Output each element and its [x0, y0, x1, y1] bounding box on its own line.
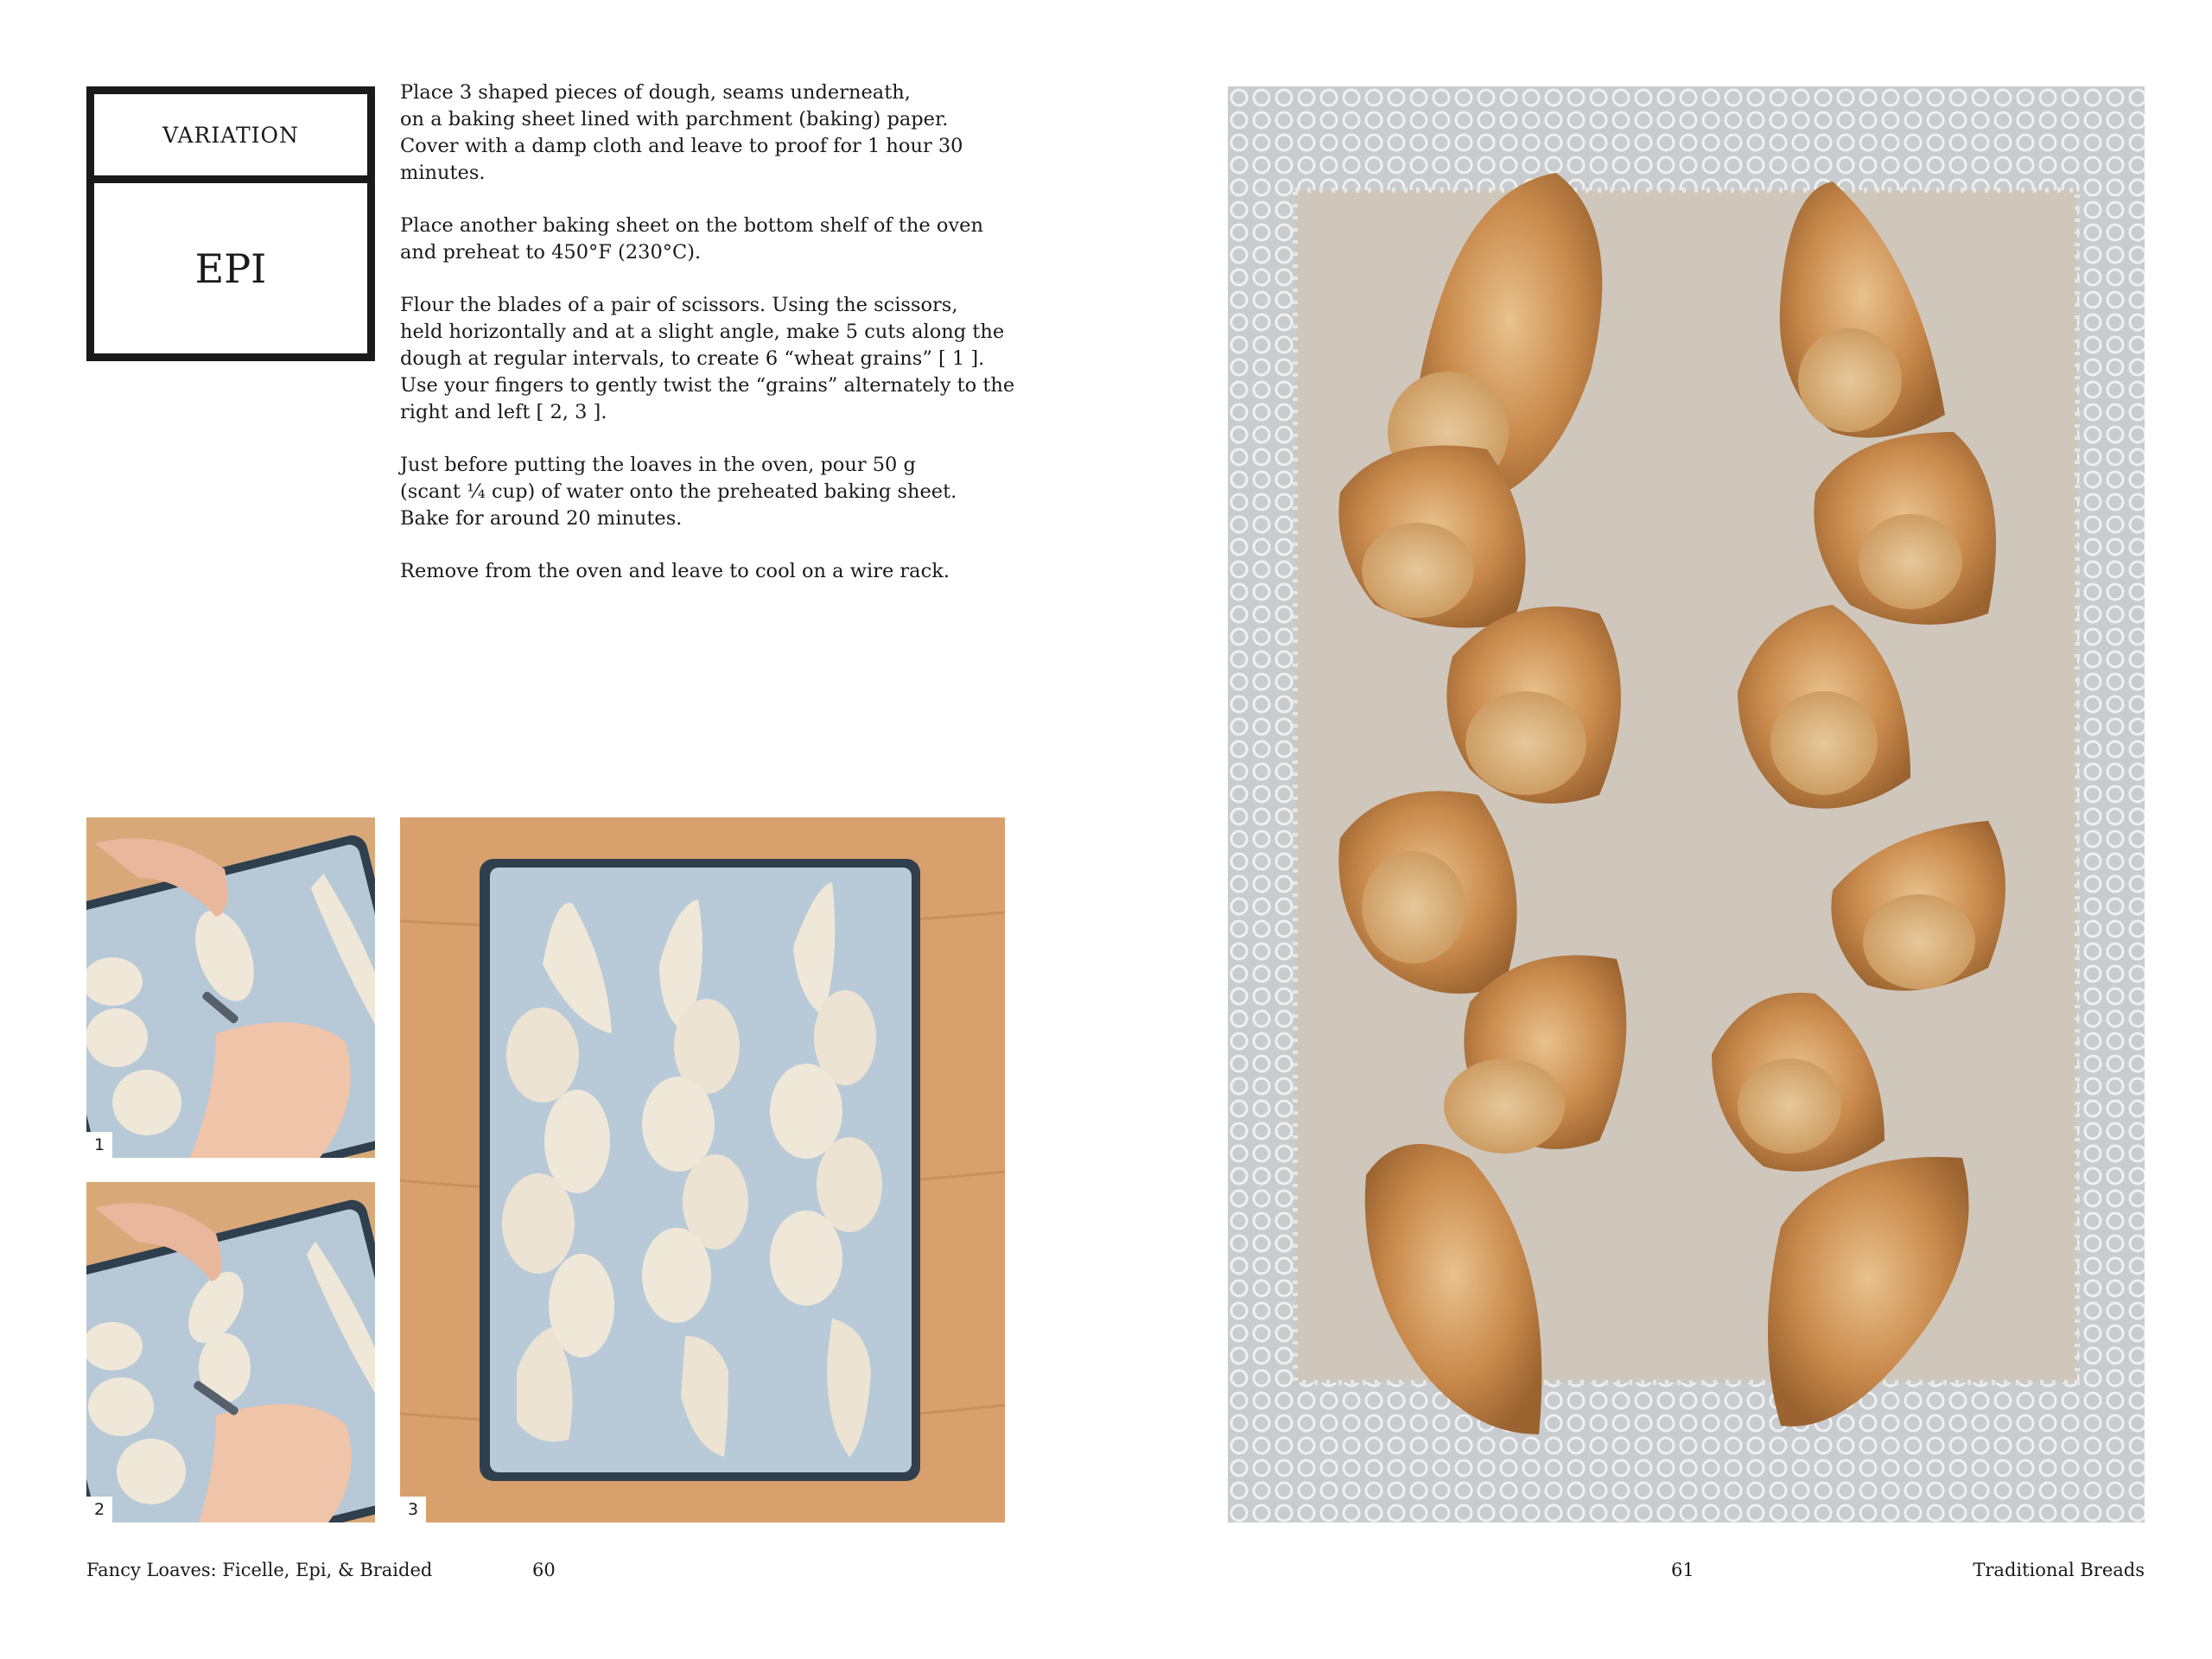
step-number: 1 — [86, 1132, 112, 1158]
instruction-paragraph: Flour the blades of a pair of scissors. Using the scissors, held horizontally and at a slight angle, make 5 cuts along the dough at regular intervals, to create 6 “wheat grains” [ 1 ]. Use your fingers to gently twist the “grains” alternately to the right and left [ 2, 3 ]. — [400, 294, 1015, 423]
instruction-paragraph: Just before putting the loaves in the oven, pour 50 g (scant ¼ cup) of water onto the preheated baking sheet. Bake for around 20 minutes. — [400, 454, 957, 530]
footer-chapter-title: Fancy Loaves: Ficelle, Epi, & Braided — [86, 1560, 433, 1580]
step-number: 3 — [400, 1497, 426, 1522]
footer-section-title: Traditional Breads — [1973, 1560, 2145, 1580]
instruction-paragraph: Place another baking sheet on the bottom shelf of the oven and preheat to 450°F (230°C). — [400, 214, 983, 264]
variation-label: VARIATION — [94, 94, 367, 183]
instruction-paragraph: Remove from the oven and leave to cool on a wire rack. — [400, 560, 950, 582]
variation-title: EPI — [194, 245, 267, 292]
step-photo-2 — [86, 1182, 375, 1522]
step-photo-3 — [400, 817, 1005, 1522]
epi-loaves-photo — [1228, 86, 2145, 1522]
page-number-left: 60 — [532, 1560, 556, 1580]
instructions — [400, 79, 1022, 611]
instruction-paragraph: Place 3 shaped pieces of dough, seams underneath, on a baking sheet lined with parchment (baking) paper. Cover with a damp cloth and leave to proof for 1 hour 30 minutes. — [400, 81, 963, 184]
variation-box — [86, 86, 375, 361]
step-number: 2 — [86, 1497, 112, 1522]
step-photo-1 — [86, 817, 375, 1158]
page-number-right: 61 — [1671, 1560, 1694, 1580]
